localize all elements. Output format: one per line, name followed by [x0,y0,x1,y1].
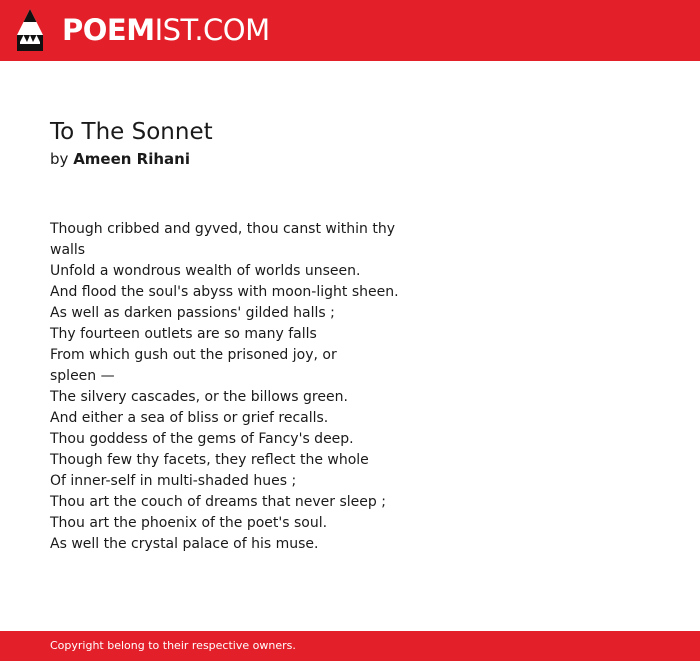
poem-line: Unfold a wondrous wealth of worlds unseen. [50,263,361,279]
site-footer [0,631,700,661]
author-name: Ameen Rihani [73,150,190,168]
pencil-tip-icon[interactable] [17,9,43,51]
brand-name-bold: POEM [62,13,155,47]
poem-line: walls [50,242,86,258]
poem-byline [50,148,190,170]
poem-title: To The Sonnet [50,119,213,145]
poem-line: As well as darken passions' gilded halls ; [50,305,335,321]
poem-body [50,219,410,555]
by-label: by [50,150,69,168]
poem-line: The silvery cascades, or the billows green. [50,389,348,405]
poem-line: From which gush out the prisoned joy, or [50,347,337,363]
site-header [0,0,700,61]
poem-line: And flood the soul's abyss with moon-light sheen. [50,284,399,300]
poem-line: spleen — [50,368,115,384]
poem-line: And either a sea of bliss or grief recalls. [50,410,329,426]
poem-line: Thou art the phoenix of the poet's soul. [50,515,328,531]
brand-name-light: IST.COM [154,13,270,47]
poem-line: Though few thy facets, they reflect the whole [50,452,369,468]
poem-line: Thy fourteen outlets are so many falls [50,326,317,342]
copyright-notice: Copyright belong to their respective owners. [50,639,296,652]
poem-line: Thou art the couch of dreams that never sleep ; [50,494,386,510]
poem-line: Though cribbed and gyved, thou canst within thy [50,221,395,237]
poem-line: Of inner-self in multi-shaded hues ; [50,473,297,489]
site-logo-text[interactable] [62,12,270,48]
poem-line: Thou goddess of the gems of Fancy's deep. [50,431,354,447]
poem-line: As well the crystal palace of his muse. [50,536,319,552]
